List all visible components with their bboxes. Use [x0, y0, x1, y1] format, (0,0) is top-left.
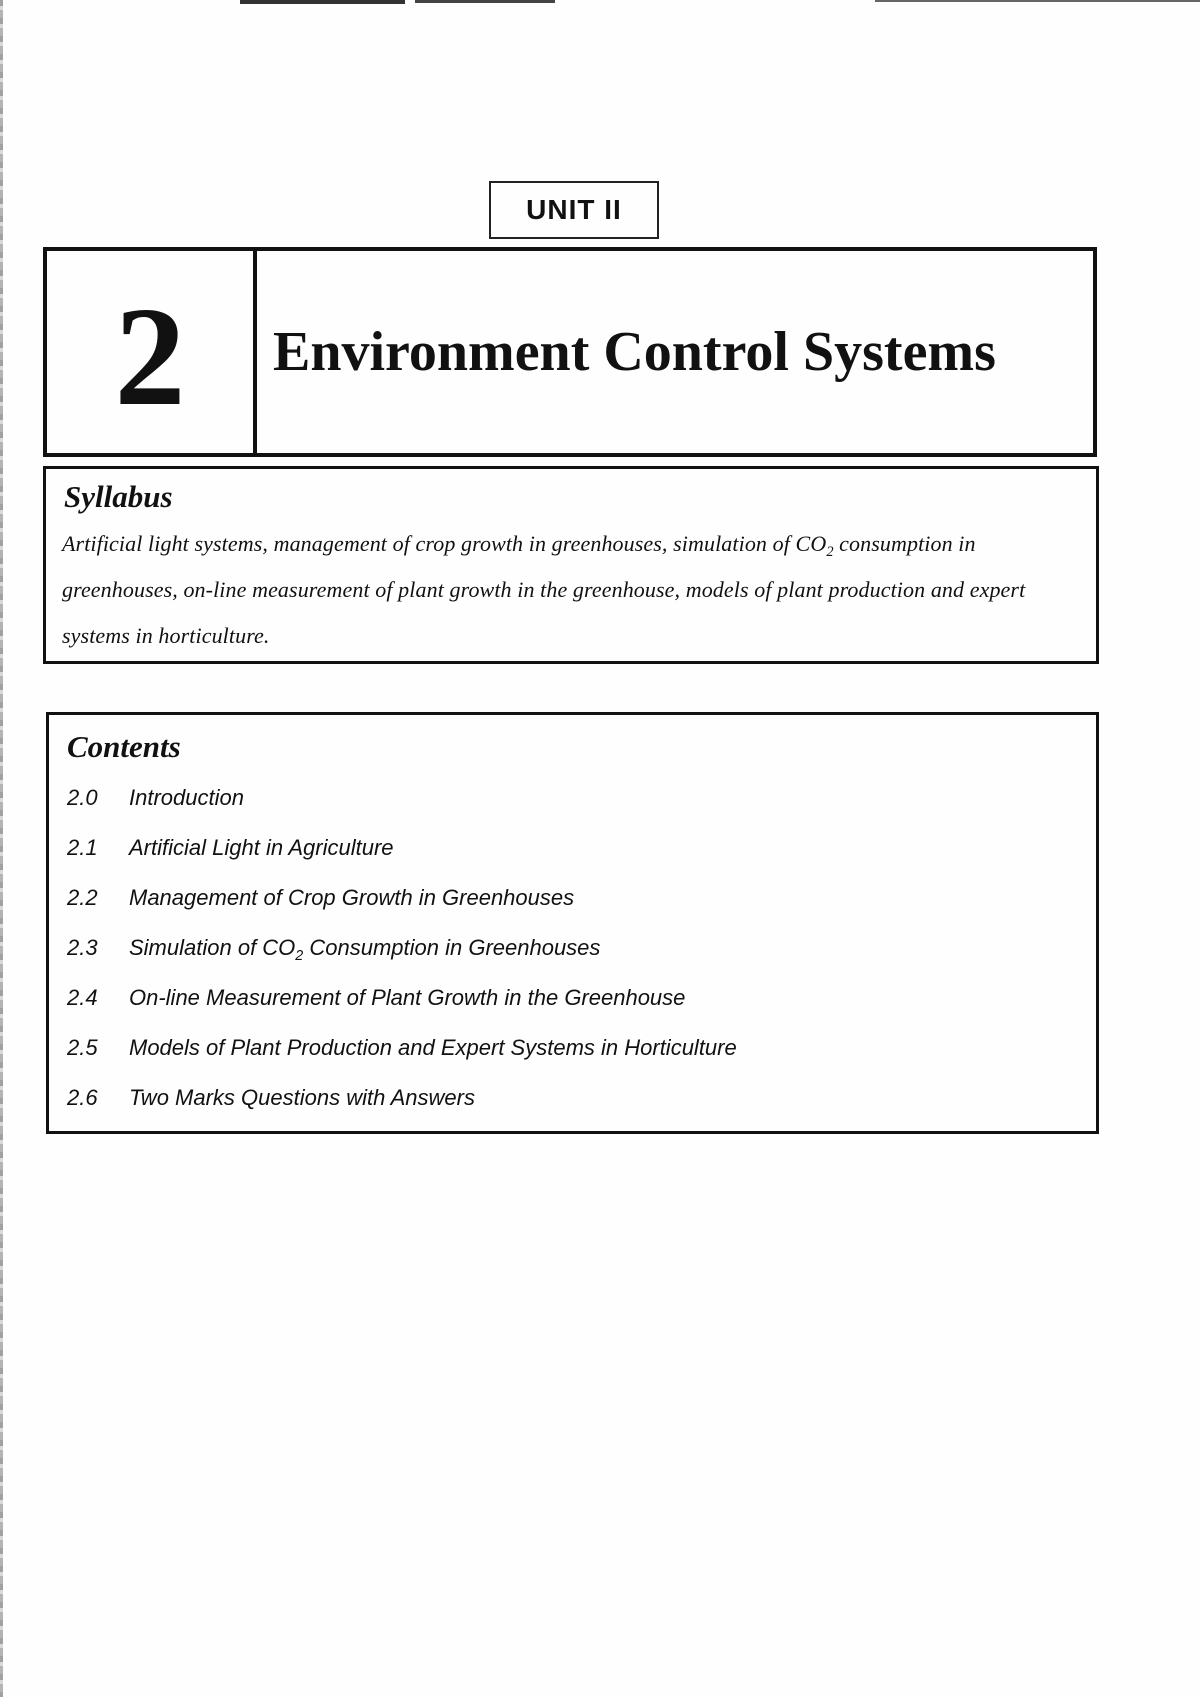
- contents-item-number: 2.1: [67, 835, 98, 860]
- contents-item: [65, 1023, 1080, 1073]
- contents-item-title-part: Simulation of CO: [129, 935, 296, 960]
- syllabus-text: [62, 521, 1080, 659]
- contents-item-number: 2.3: [67, 935, 98, 960]
- contents-list: [65, 773, 1080, 1123]
- scan-edge-top: [415, 0, 555, 3]
- contents-item-number: 2.5: [67, 1035, 98, 1060]
- syllabus-section: [43, 466, 1099, 664]
- contents-item-title: On-line Measurement of Plant Growth in the Greenhouse: [129, 985, 686, 1010]
- scan-edge-left: [0, 0, 3, 1697]
- scan-edge-top: [240, 0, 405, 4]
- contents-item: [65, 923, 1080, 973]
- chapter-number: 2: [47, 251, 257, 453]
- contents-item: [65, 823, 1080, 873]
- contents-item-number: 2.0: [67, 785, 98, 810]
- chapter-header: [43, 247, 1097, 457]
- contents-item-title: Management of Crop Growth in Greenhouses: [129, 885, 575, 910]
- contents-item-title: Artificial Light in Agriculture: [129, 835, 394, 860]
- contents-item: [65, 773, 1080, 823]
- contents-item-number: 2.2: [67, 885, 98, 910]
- contents-item-title: Introduction: [129, 785, 244, 810]
- contents-item-title: Two Marks Questions with Answers: [129, 1085, 475, 1110]
- unit-label: UNIT II: [489, 181, 659, 239]
- syllabus-text-part: Artificial light systems, management of crop growth in greenhouses, simulation of CO: [62, 531, 827, 556]
- syllabus-text-part: consumption in greenhouses, on-line measurement of plant growth in the greenhouse, models of plant production and expert systems in horticulture.: [62, 531, 1026, 648]
- contents-heading: Contents: [67, 729, 181, 764]
- contents-item-number: 2.6: [67, 1085, 98, 1110]
- contents-item-title: Models of Plant Production and Expert Systems in Horticulture: [129, 1035, 737, 1060]
- contents-section: [46, 712, 1099, 1134]
- scan-edge-top: [875, 0, 1200, 2]
- chapter-title: Environment Control Systems: [273, 321, 996, 383]
- contents-item: [65, 1073, 1080, 1123]
- contents-item: [65, 873, 1080, 923]
- contents-item-title-part: Consumption in Greenhouses: [303, 935, 601, 960]
- contents-item-number: 2.4: [67, 985, 98, 1010]
- contents-item: [65, 973, 1080, 1023]
- syllabus-heading: Syllabus: [64, 479, 173, 514]
- contents-item-subscript: 2: [295, 948, 304, 964]
- contents-item-title: [129, 935, 1080, 964]
- syllabus-subscript: 2: [826, 544, 834, 560]
